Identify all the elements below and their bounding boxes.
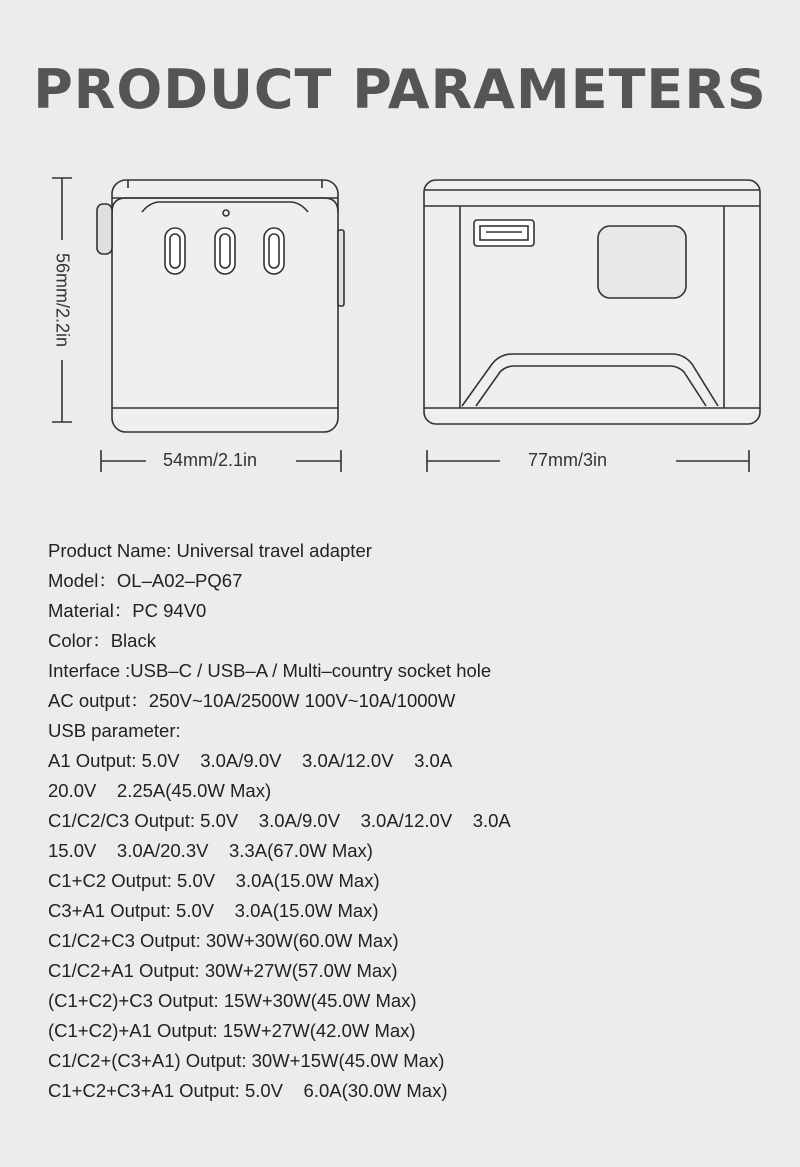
spec-ac-output: AC output：250V~10A/2500W 100V~10A/1000W (48, 690, 456, 711)
usb-a-port-icon (474, 220, 534, 246)
spec-a1-output: A1 Output: 5.0V 3.0A/9.0V 3.0A/12.0V 3.0A (48, 750, 453, 771)
adapter-front-view (97, 180, 344, 432)
spec-c1c2-group-c3-output: (C1+C2)+C3 Output: 15W+30W(45.0W Max) (48, 990, 417, 1011)
spec-usb-parameter: USB parameter: (48, 720, 181, 741)
spec-c3-a1-output: C3+A1 Output: 5.0V 3.0A(15.0W Max) (48, 900, 379, 921)
spec-c1c2-group-a1-output: (C1+C2)+A1 Output: 15W+27W(42.0W Max) (48, 1020, 416, 1041)
spec-model: Model：OL–A02–PQ67 (48, 570, 243, 591)
spec-color: Color：Black (48, 630, 156, 651)
spec-c1c2c3-output: C1/C2/C3 Output: 5.0V 3.0A/9.0V 3.0A/12.0V 3.0A (48, 810, 511, 831)
spec-c1c2-c3a1-output: C1/C2+(C3+A1) Output: 30W+15W(45.0W Max) (48, 1050, 445, 1071)
width-side-dimension-label: 77mm/3in (528, 450, 608, 470)
product-drawing (0, 160, 800, 480)
usb-c-port-icon (165, 228, 185, 274)
spec-a1-output-cont: 20.0V 2.25A(45.0W Max) (48, 780, 272, 801)
spec-product-name: Product Name: Universal travel adapter (48, 540, 372, 561)
spec-c1c2c3-output-cont: 15.0V 3.0A/20.3V 3.3A(67.0W Max) (48, 840, 373, 861)
spec-interface: Interface :USB–C / USB–A / Multi–country socket hole (48, 660, 492, 681)
page-title: PRODUCT PARAMETERS (33, 58, 767, 121)
height-dimension-label: 56mm/2.2in (52, 252, 73, 348)
spec-c1c2-c3-output: C1/C2+C3 Output: 30W+30W(60.0W Max) (48, 930, 399, 951)
spec-c1c2-a1-output: C1/C2+A1 Output: 30W+27W(57.0W Max) (48, 960, 398, 981)
usb-c-port-icon (264, 228, 284, 274)
width-front-dimension-label: 54mm/2.1in (163, 450, 258, 470)
spec-c1-c2-output: C1+C2 Output: 5.0V 3.0A(15.0W Max) (48, 870, 380, 891)
adapter-side-view (424, 180, 760, 424)
spec-list (48, 536, 768, 1106)
spec-all-ports-output: C1+C2+C3+A1 Output: 5.0V 6.0A(30.0W Max) (48, 1080, 448, 1101)
usb-c-port-icon (215, 228, 235, 274)
spec-material: Material：PC 94V0 (48, 600, 207, 621)
